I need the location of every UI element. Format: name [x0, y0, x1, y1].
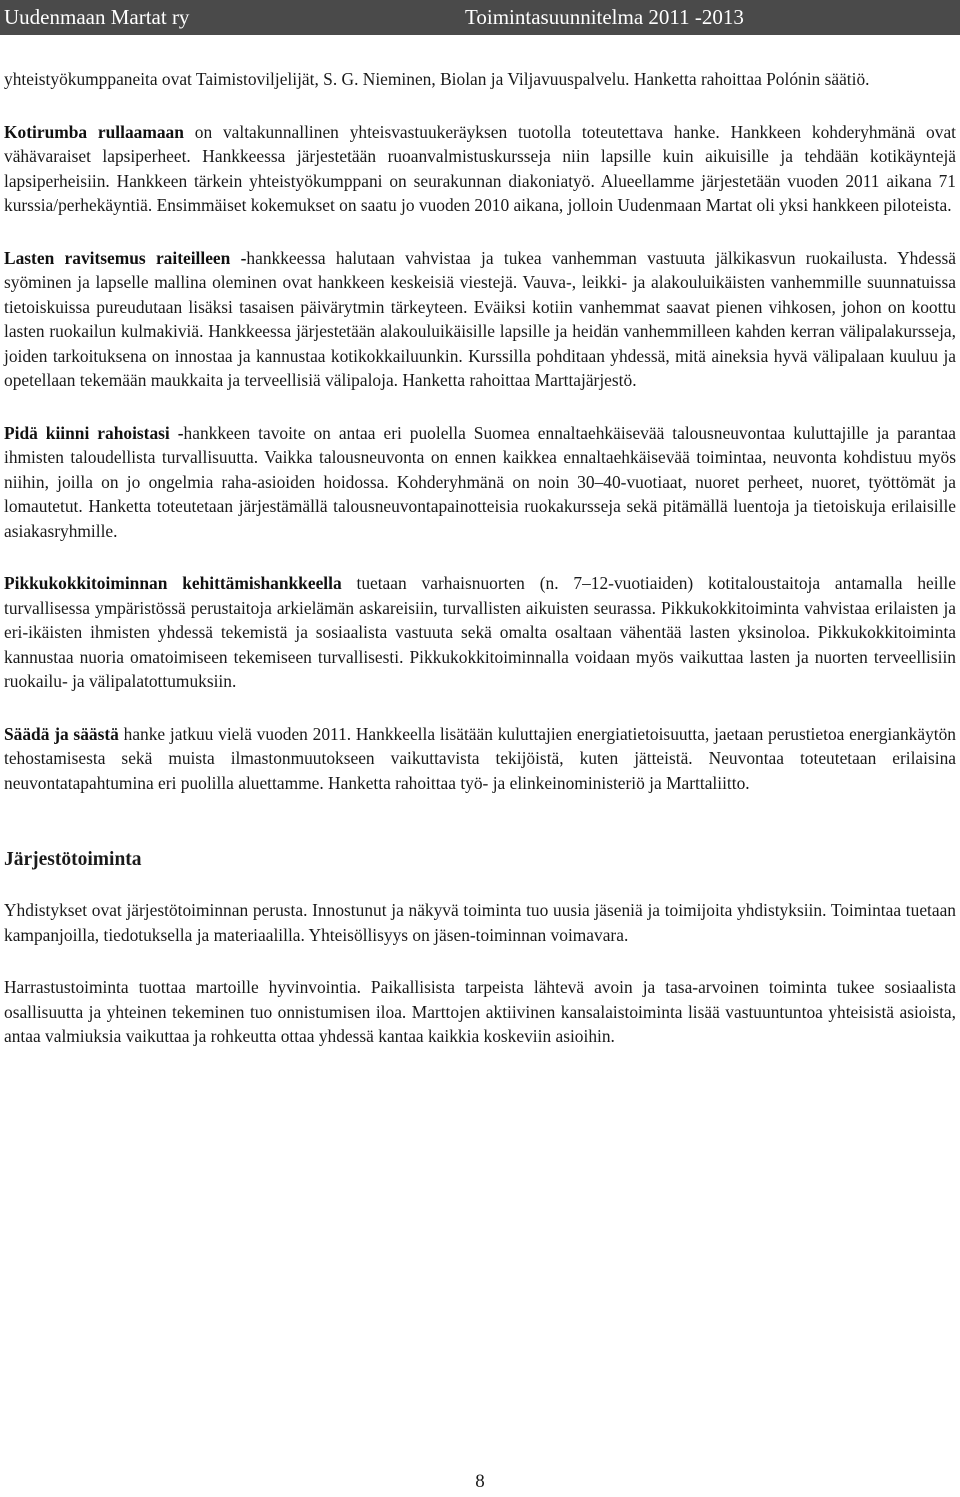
project-name: Pidä kiinni rahoistasi - [4, 422, 184, 443]
paragraph-harrastustoiminta: Harrastustoiminta tuottaa martoille hyvinvointia. Paikallisista tarpeista lähtevä avoin ja tasa-arvoinen toiminta tukee sosiaalista osallisuutta ja yhteinen tekeminen tuo onnistumisen iloa. Marttojen aktiivinen kansalaistoiminta lisää vastuuntuntoa yhteisistä asioista, antaa valmiuksia vaikuttaa ja rohkeutta ottaa yhdessä kantaa kaikkia koskeviin asioihin. [4, 977, 956, 1046]
paragraph-pikkukokki: Pikkukokkitoiminnan kehittämishankkeella tuetaan varhaisnuorten (n. 7–12-vuotiaiden) kotitaloustaitoja antamalla heille turvallisessa ympäristössä perustaitoja arkielämän askareisiin, turvallisten aikuisten seurassa. Pikkukokkitoiminta vahvistaa erilaisten ja eri-ikäisten ihmisten yhdessä tekemistä ja sosiaalista vastuuta sekä omalta osaltaan vähentää lasten yksinoloa. Pikkukokkitoiminta kannustaa nuoria omatoimiseen tekemiseen turvallisesti. Pikkukokkitoiminnalla voidaan myös vaikuttaa lasten ja nuorten terveellisiin ruokailu- ja välipalatottumuksiin. [4, 573, 956, 691]
section-heading: Järjestötoiminta [4, 849, 142, 870]
project-name: Lasten ravitsemus raiteilleen - [4, 247, 247, 268]
header-organization: Uudenmaan Martat ry [4, 5, 190, 29]
page-header [0, 0, 960, 35]
paragraph-saada-ja-saasta: Säädä ja säästä hanke jatkuu vielä vuoden 2011. Hankkeella lisätään kuluttajien energiatietoisuutta, jaetaan perustietoa energiankäytön tehostamisesta sekä muista ilmastonmuutokseen vaikuttavista tekijöistä, kuten jätteistä. Neuvontaa toteutetaan erilaisina neuvontatapahtumina eri puolilla aluettamme. Hanketta rahoittaa työ- ja elinkeinoministeriö ja Marttaliitto. [4, 723, 956, 793]
paragraph-kotirumba: Kotirumba rullaamaan on valtakunnallinen yhteisvastuukeräyksen tuotolla toteutettava hanke. Hankkeen kohderyhmänä ovat vähävaraiset lapsiperheet. Hankkeessa järjestetään ruoanvalmistuskursseja niin lapsille kuin aikuisille ja tehdään kotikäyntejä lapsiperheisiin. Hankkeen tärkein yhteistyökumppani on seurakunnan diakoniatyö. Alueellamme järjestetään vuoden 2011 aikana 71 kurssia/perhekäyntiä. Ensimmäiset kokemukset on saatu jo vuoden 2010 aikana, jolloin Uudenmaan Martat oli yksi hankkeen piloteista. [4, 121, 957, 215]
paragraph-pida-kiinni-rahoistasi: Pidä kiinni rahoistasi -hankkeen tavoite on antaa eri puolella Suomea ennaltaehkäisevää talousneuvontaa kuluttajille ja parantaa ihmisten taloudellista turvallisuutta. Vaikka talousneuvonta on ennen kaikkea ennaltaehkäisevää toimintaa, neuvonta kohdistuu myös niihin, joilla on jo ongelmia raha-asioiden hoidossa. Kohderyhmänä on noin 30–40-vuotiaat, nuoret perheet, nuoret, työttömät ja lomautetut. Hanketta toteutetaan järjestämällä talousneuvontapainotteisia ruokakursseja sekä pitämällä luentoja ja tietoiskuja erilaisille asiakasryhmille. [4, 422, 956, 541]
document-body [4, 67, 956, 1077]
header-document-title: Toimintasuunnitelma 2011 -2013 [465, 5, 744, 29]
paragraph-lasten-ravitsemus: Lasten ravitsemus raiteilleen -hankkeessa halutaan vahvistaa ja tukea vanhemman vastuuta jälkikasvun ruokailusta. Yhdessä syöminen ja lapselle mallina oleminen ovat hankkeen keskeisiä viestejä. Vauva-, leikki- ja alakouluikäisten vanhemmille suunnatuissa tietoiskuissa pureudutaan lisäksi tasaisen päivärytmin tärkeyteen. Eväiksi kotiin vanhemmat saavat pienen vihkosen, johon on koottu lasten ruokailun kulmakiviä. Hankkeessa järjestetään alakouluikäisille lapsille ja heidän vanhemmilleen kahden kerran välipalakursseja, joiden tarkoituksena on innostaa ja kannustaa kotikokkailuunkin. Kurssilla pohditaan yhdessä, mitä aineksia hyvä välipalaan kuuluu ja opetellaan tekemään maukkaita ja terveellisiä välipaloja. Hanketta rahoittaa Marttajärjestö. [4, 247, 956, 390]
project-name: Säädä ja säästä [4, 723, 119, 744]
project-name: Pikkukokkitoiminnan kehittämishankkeella [4, 573, 342, 593]
project-name: Kotirumba rullaamaan [4, 121, 184, 142]
paragraph-yhdistykset: Yhdistykset ovat järjestötoiminnan perusta. Innostunut ja näkyvä toiminta tuo uusia jäseniä ja toimijoita yhdistyksiin. Toimintaa tuetaan kampanjoilla, tiedotuksella ja materiaalilla. Yhteisöllisyys on jäsen-toiminnan voimavara. [4, 900, 956, 945]
paragraph-partners: yhteistyökumppaneita ovat Taimistoviljelijät, S. G. Nieminen, Biolan ja Viljavuuspalvelu. Hanketta rahoittaa Polónin säätiö. [4, 69, 870, 89]
page-number: 8 [475, 1471, 485, 1492]
